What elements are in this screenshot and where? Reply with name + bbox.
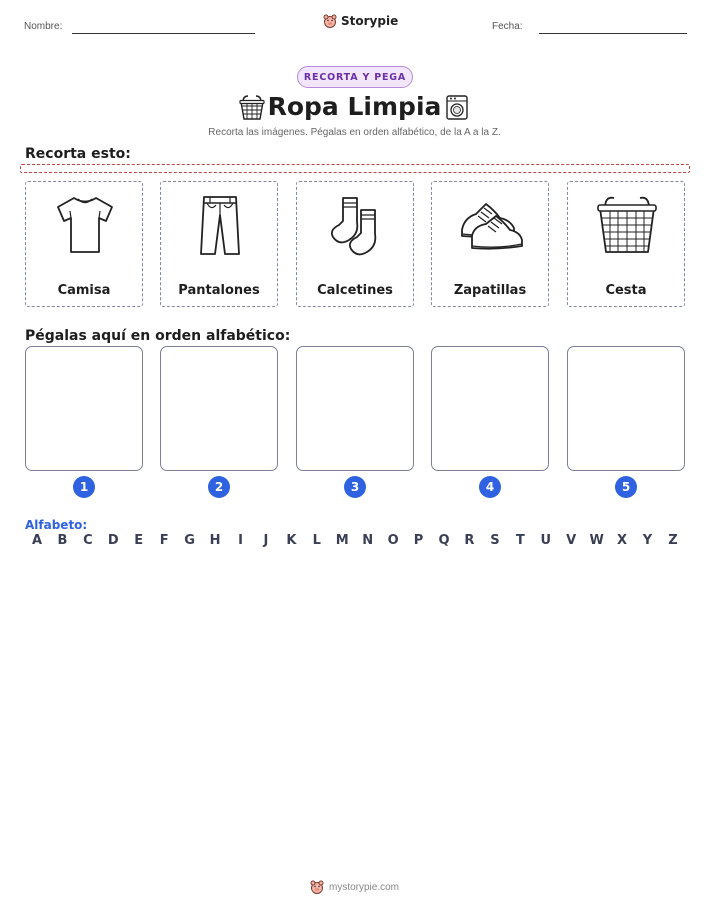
alphabet-letter: O bbox=[387, 533, 399, 548]
card-label: Cesta bbox=[605, 283, 647, 298]
alphabet-letter: M bbox=[335, 533, 349, 548]
footer-site[interactable]: mystorypie.com bbox=[328, 881, 399, 893]
page-title: Ropa Limpia bbox=[267, 92, 442, 121]
alphabet-letter: E bbox=[134, 533, 144, 548]
cut-card-camisa[interactable] bbox=[25, 181, 143, 307]
alphabet-letter: Q bbox=[438, 533, 450, 548]
cut-card-zapatillas[interactable] bbox=[431, 181, 549, 307]
pants-icon bbox=[185, 190, 255, 260]
alphabet-letter: X bbox=[617, 533, 628, 548]
alphabet-letter: Y bbox=[642, 533, 653, 548]
activity-badge: RECORTA Y PEGA bbox=[297, 66, 413, 88]
paste-slot-1[interactable] bbox=[25, 346, 143, 471]
alphabet-row bbox=[25, 533, 685, 548]
cut-line bbox=[20, 164, 690, 173]
pig-icon bbox=[310, 880, 324, 894]
alphabet-letter: W bbox=[589, 533, 604, 548]
alphabet-letter: R bbox=[464, 533, 475, 548]
alphabet-letter: B bbox=[57, 533, 68, 548]
paste-section-label: Pégalas aquí en orden alfabético: bbox=[25, 328, 291, 344]
alphabet-letter: K bbox=[286, 533, 297, 548]
alphabet-letter: J bbox=[263, 533, 269, 548]
alphabet-letter: D bbox=[107, 533, 119, 548]
slot-number-1: 1 bbox=[73, 476, 95, 498]
slot-number-2: 2 bbox=[208, 476, 230, 498]
pig-icon bbox=[323, 14, 337, 28]
paste-slot-2[interactable] bbox=[160, 346, 278, 471]
name-field-line[interactable] bbox=[72, 33, 255, 34]
alphabet-letter: V bbox=[566, 533, 577, 548]
paste-slot-5[interactable] bbox=[567, 346, 685, 471]
paste-slot-4[interactable] bbox=[431, 346, 549, 471]
cut-section-label: Recorta esto: bbox=[25, 146, 131, 162]
alphabet-label: Alfabeto: bbox=[25, 518, 88, 532]
slot-number-5: 5 bbox=[615, 476, 637, 498]
date-field-line[interactable] bbox=[539, 33, 687, 34]
alphabet-letter: H bbox=[209, 533, 221, 548]
socks-icon bbox=[321, 190, 391, 260]
slot-number-3: 3 bbox=[344, 476, 366, 498]
card-label: Pantalones bbox=[178, 283, 260, 298]
sneakers-icon bbox=[456, 190, 526, 260]
alphabet-letter: N bbox=[362, 533, 374, 548]
t-shirt-icon bbox=[50, 190, 120, 260]
alphabet-letter: C bbox=[83, 533, 93, 548]
alphabet-letter: U bbox=[540, 533, 552, 548]
brand-name: Storypie bbox=[341, 14, 399, 28]
washing-machine-icon bbox=[442, 92, 472, 122]
alphabet-letter: F bbox=[159, 533, 169, 548]
instructions: Recorta las imágenes. Pégalas en orden alfabético, de la A a la Z. bbox=[208, 127, 501, 138]
card-label: Zapatillas bbox=[453, 283, 527, 298]
alphabet-letter: I bbox=[238, 533, 243, 548]
alphabet-letter: T bbox=[515, 533, 525, 548]
alphabet-letter: P bbox=[413, 533, 424, 548]
date-label: Fecha: bbox=[492, 21, 523, 32]
alphabet-letter: S bbox=[490, 533, 500, 548]
cut-card-pantalones[interactable] bbox=[160, 181, 278, 307]
slot-number-4: 4 bbox=[479, 476, 501, 498]
card-label: Calcetines bbox=[317, 283, 393, 298]
card-label: Camisa bbox=[57, 283, 111, 298]
basket-icon bbox=[592, 190, 662, 260]
paste-slot-3[interactable] bbox=[296, 346, 414, 471]
alphabet-letter: Z bbox=[668, 533, 678, 548]
name-label: Nombre: bbox=[24, 21, 63, 32]
alphabet-letter: G bbox=[184, 533, 195, 548]
cut-card-cesta[interactable] bbox=[567, 181, 685, 307]
footer bbox=[0, 880, 709, 894]
cut-card-calcetines[interactable] bbox=[296, 181, 414, 307]
brand-logo bbox=[323, 14, 398, 28]
alphabet-letter: L bbox=[312, 533, 321, 548]
alphabet-letter: A bbox=[31, 533, 43, 548]
